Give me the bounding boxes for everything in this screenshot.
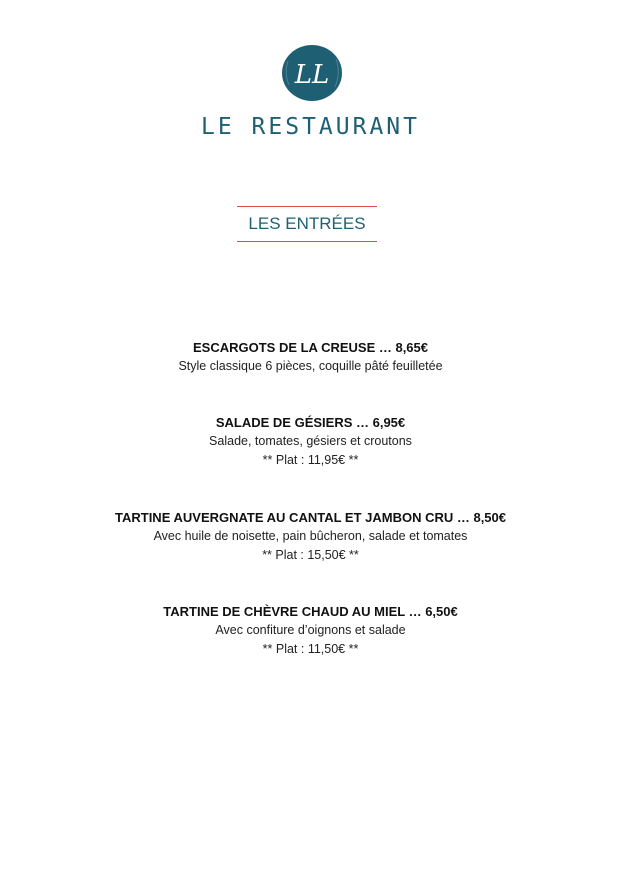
restaurant-logo bbox=[280, 43, 344, 103]
menu-item-name: TARTINE DE CHÈVRE CHAUD AU MIEL … 6,50€ bbox=[163, 604, 458, 619]
menu-item-description: Style classique 6 pièces, coquille pâté feuilletée bbox=[178, 359, 443, 373]
svg-text:LL: LL bbox=[294, 60, 330, 90]
menu-item bbox=[0, 413, 621, 470]
menu-item bbox=[0, 602, 621, 659]
restaurant-name: LE RESTAURANT bbox=[200, 114, 420, 140]
menu-item-description: Avec huile de noisette, pain bûcheron, salade et tomates bbox=[153, 529, 468, 543]
section-title: LES ENTRÉES bbox=[248, 214, 366, 233]
menu-item bbox=[0, 338, 621, 376]
section-header bbox=[237, 206, 377, 242]
menu-item-name: TARTINE AUVERGNATE AU CANTAL ET JAMBON CRU … 8,50€ bbox=[115, 510, 506, 525]
menu-item bbox=[0, 508, 621, 565]
menu-item-description: Avec confiture d’oignons et salade bbox=[215, 623, 406, 637]
menu-item-description: Salade, tomates, gésiers et croutons bbox=[209, 434, 412, 448]
menu-item-name: ESCARGOTS DE LA CREUSE … 8,65€ bbox=[192, 340, 428, 355]
menu-item-plat-price: ** Plat : 11,50€ ** bbox=[262, 642, 359, 656]
menu-item-plat-price: ** Plat : 15,50€ ** bbox=[262, 548, 359, 562]
menu-item-plat-price: ** Plat : 11,95€ ** bbox=[262, 453, 359, 467]
monogram-logo-icon bbox=[280, 43, 344, 103]
menu-item-name: SALADE DE GÉSIERS … 6,95€ bbox=[215, 415, 406, 430]
